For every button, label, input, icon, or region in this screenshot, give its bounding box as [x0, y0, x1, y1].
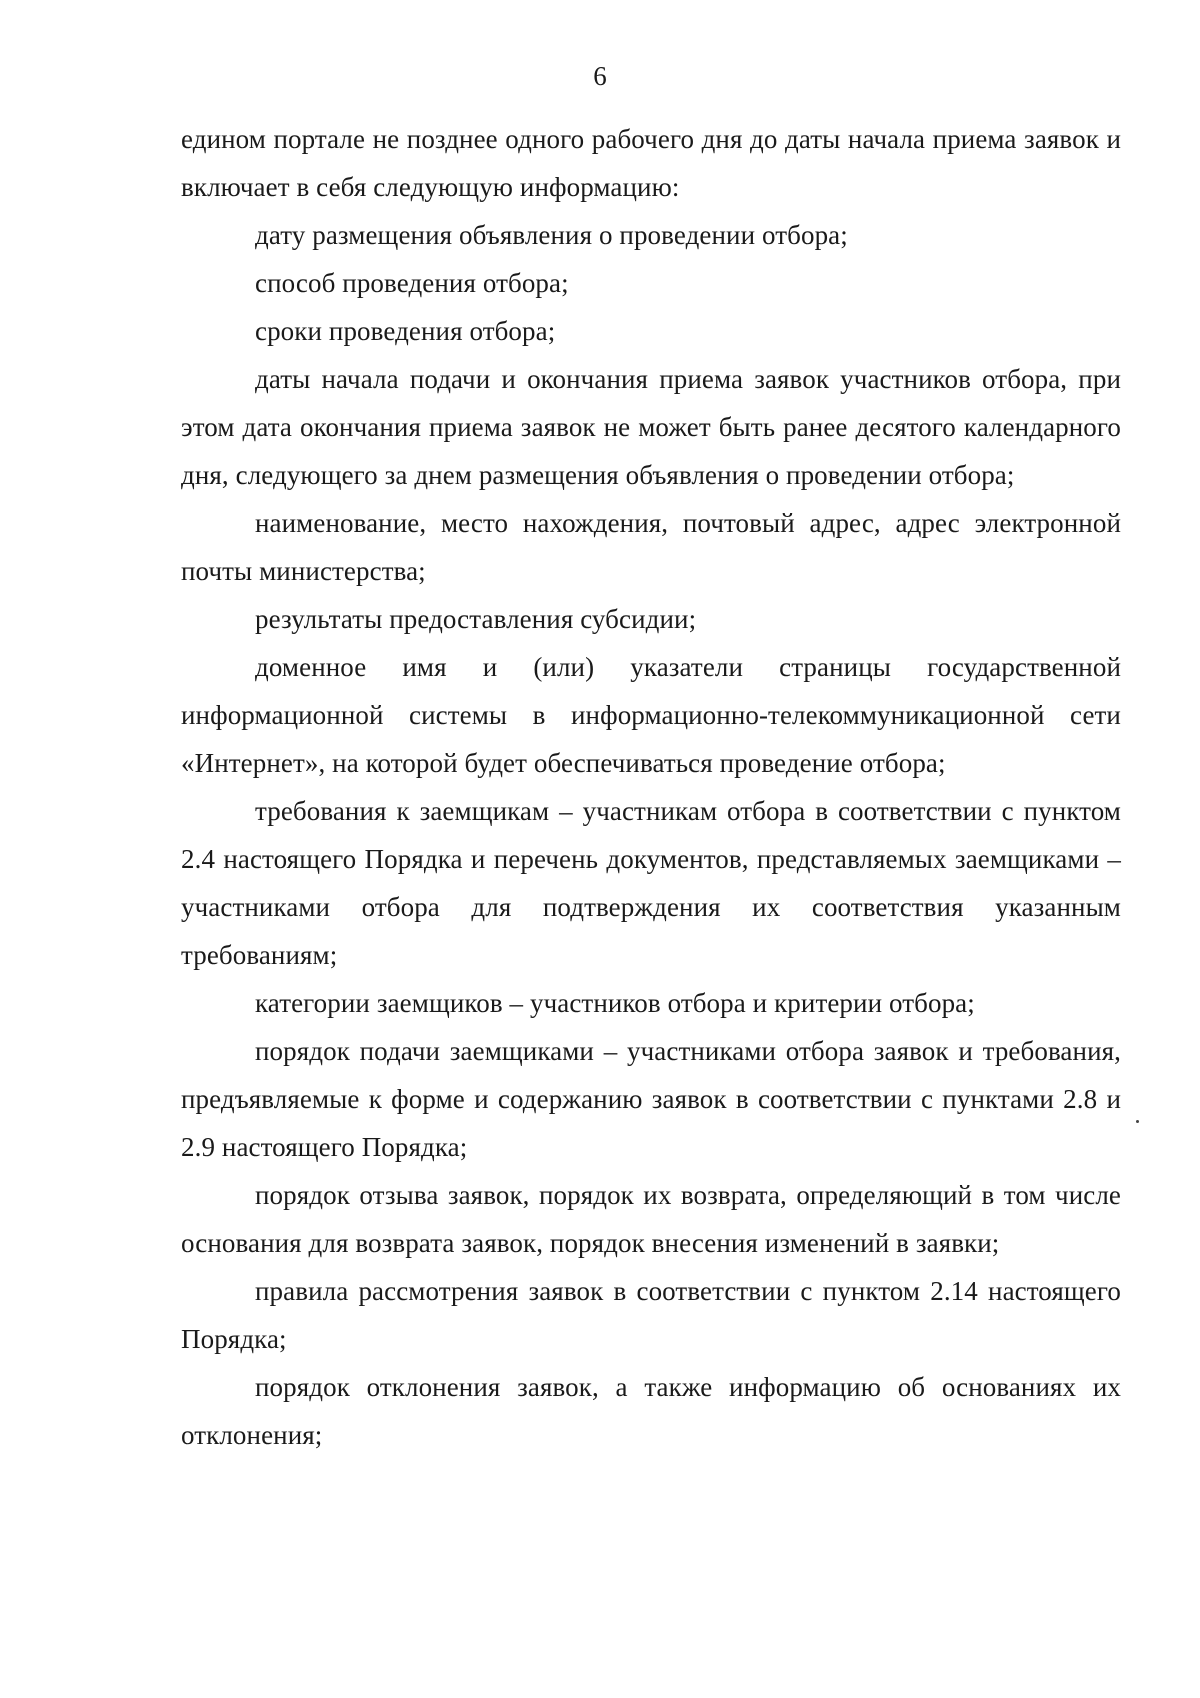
page-number: 6 — [593, 61, 607, 91]
paragraph-list-item: требования к заемщикам – участникам отбора в соответствии с пунктом 2.4 настоящего Порядка и перечень документов, представляемых заемщиками – участниками отбора для подтверждения их соответствия указанным требованиям; — [181, 796, 1121, 970]
paragraph-list-item: порядок отзыва заявок, порядок их возврата, определяющий в том числе основания для возврата заявок, порядок внесения изменений в заявки; — [181, 1180, 1121, 1258]
paragraph-list-item: правила рассмотрения заявок в соответствии с пунктом 2.14 настоящего Порядка; — [181, 1276, 1121, 1354]
paragraph-continuation: едином портале не позднее одного рабочего дня до даты начала приема заявок и включает в себя следующую информацию: — [181, 124, 1121, 202]
paragraph-list-item: дату размещения объявления о проведении отбора; — [255, 220, 848, 250]
paragraph-list-item: порядок отклонения заявок, а также информацию об основаниях их отклонения; — [181, 1372, 1121, 1450]
paragraph-list-item: результаты предоставления субсидии; — [255, 604, 697, 634]
paragraph-list-item: порядок подачи заемщиками – участниками отбора заявок и требования, предъявляемые к форме и содержанию заявок в соответствии с пунктами 2.8 и 2.9 настоящего Порядка; — [181, 1036, 1121, 1162]
scan-speck — [1136, 1120, 1139, 1123]
document-body — [181, 115, 1121, 1459]
paragraph-list-item: категории заемщиков – участников отбора и критерии отбора; — [255, 988, 975, 1018]
paragraph-list-item: способ проведения отбора; — [255, 268, 569, 298]
paragraph-list-item: доменное имя и (или) указатели страницы государственной информационной системы в информационно-телекоммуникационной сети «Интернет», на которой будет обеспечиваться проведение отбора; — [181, 652, 1121, 778]
paragraph-list-item: даты начала подачи и окончания приема заявок участников отбора, при этом дата окончания приема заявок не может быть ранее десятого календарного дня, следующего за днем размещения объявления о проведении отбора; — [181, 364, 1121, 490]
paragraph-list-item: сроки проведения отбора; — [255, 316, 556, 346]
paragraph-list-item: наименование, место нахождения, почтовый адрес, адрес электронной почты министерства; — [181, 508, 1121, 586]
